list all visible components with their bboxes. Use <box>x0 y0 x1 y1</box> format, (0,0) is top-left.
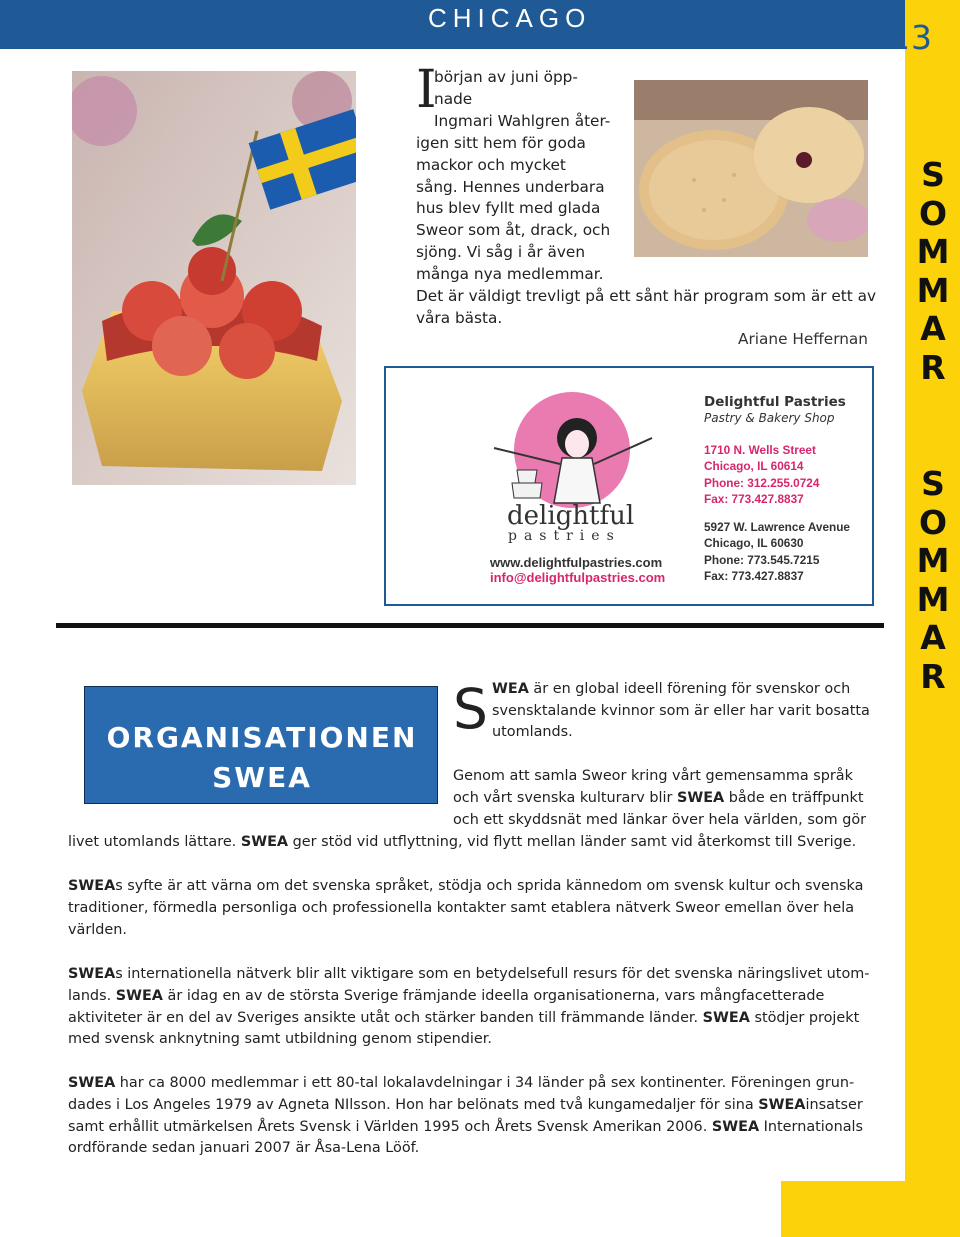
footer-strip <box>781 1181 905 1237</box>
bold-term: SWEA <box>240 834 289 850</box>
bold-term: SWEA <box>758 1096 806 1113</box>
logo-word: delightful <box>507 501 635 531</box>
text: är idag en av de största Sverige främjande ideella organisationerna, vars mångfacetterade aktiviteter är en del av Sveriges ansikte utåt och stärker banden till främmande länder. <box>68 987 825 1026</box>
swea-lead-paragraph <box>492 679 882 744</box>
drop-cap: I <box>416 60 437 120</box>
bold-term: SWEA <box>115 987 163 1004</box>
business-card <box>384 366 874 606</box>
website-link[interactable]: www.delightfulpastries.com <box>490 555 663 570</box>
intro-narrow-text <box>416 60 616 286</box>
text: livet utomlands lättare. <box>68 834 241 850</box>
bold-term: SWEA <box>68 1075 116 1091</box>
letter: R <box>920 656 946 696</box>
letter: S <box>921 155 945 194</box>
text: har ca 8000 medlemmar i ett 80-tal lokalavdelningar i 34 länder på sex kontinenter. Föreningen grun-dades i Los Angeles 1979 av Agneta NIlsson. Hon har belönats med två kungamedaljer för sina <box>68 1075 855 1113</box>
cookies-photo <box>634 80 868 257</box>
text: Internationals ordförande sedan januari 2007 är Åsa-Lena Lööf. <box>68 1118 864 1157</box>
section-divider <box>56 623 884 628</box>
bold-term: SWEA <box>711 1118 760 1135</box>
loc1-line: 1710 N. Wells Street <box>704 443 816 457</box>
vertical-word-2 <box>908 465 958 696</box>
intro-line: mackor och mycket <box>416 155 566 174</box>
intro-line: Sweor som åt, drack, och <box>416 221 611 240</box>
letter: O <box>918 502 948 542</box>
tart-photo <box>72 71 356 485</box>
text: ger stöd vid utflyttning, vid flytt mellan länder samt vid återkomst till Sverige. <box>288 834 857 850</box>
text: stödjer projekt med svensk anknytning samt utbildning genom stipendier. <box>68 1009 860 1048</box>
paragraph-members <box>68 1073 886 1160</box>
loc1-line: Chicago, IL 60614 <box>704 459 804 473</box>
page-number: 13 <box>889 18 933 57</box>
shop-subtitle: Pastry & Bakery Shop <box>704 411 835 425</box>
loc2-line: 5927 W. Lawrence Avenue <box>704 520 850 534</box>
loc2-line: Fax: 773.427.8837 <box>704 569 804 583</box>
paragraph-network <box>68 964 886 1051</box>
header-bar <box>0 0 905 49</box>
intro-line: början av juni öpp- <box>434 68 578 86</box>
logo-word2: pastries <box>508 528 621 544</box>
intro-line: sång. Hennes underbara <box>416 177 605 196</box>
bold-term: SWEA <box>68 878 116 894</box>
intro-wide-text: Det är väldigt trevligt på ett sånt här program som är ett av våra bästa. <box>416 287 877 327</box>
letter: S <box>921 464 945 503</box>
text: s internationella nätverk blir allt viktigare som en betydelsefull resurs för det svenska näringslivet utom-lands. <box>68 966 870 1004</box>
org-title-line2: SWEA <box>212 761 312 794</box>
bold-term: SWEA <box>702 1009 750 1026</box>
org-p2-line2 <box>453 788 893 810</box>
intro-line: hus blev fyllt med glada <box>416 199 601 218</box>
loc2-line: Chicago, IL 60630 <box>704 536 804 550</box>
shop-name: Delightful Pastries <box>704 394 846 410</box>
intro-line: många nya medlemmar. <box>416 265 604 284</box>
bold-term: SWEA <box>676 790 725 806</box>
text: både en träffpunkt <box>724 790 864 806</box>
loc1-line: Phone: 312.255.0724 <box>704 476 820 490</box>
bold-term: SWEA <box>68 966 116 982</box>
text: och vårt svenska kulturarv blir <box>453 790 677 806</box>
org-title-box <box>84 686 438 804</box>
paragraph-purpose <box>68 876 886 941</box>
org-p2-line1: Genom att samla Sweor kring vårt gemensamma språk <box>453 768 853 784</box>
intro-line: sjöng. Vi såg i år även <box>416 243 586 262</box>
letter: O <box>918 193 948 233</box>
org-p2-line4 <box>68 832 898 854</box>
intro-line: nade <box>434 89 473 108</box>
intro-line: igen sitt hem för goda <box>416 133 586 152</box>
text: insatser samt erhållit utmärkelsen Årets Svensk i Världen 1995 och Årets Svensk Amerikan 2006. <box>68 1096 863 1135</box>
page-title: CHICAGO <box>428 3 592 33</box>
email-link[interactable]: info@delightfulpastries.com <box>490 570 666 585</box>
letter: R <box>920 347 946 387</box>
letter: A <box>920 618 946 657</box>
letter: M <box>916 579 950 619</box>
bold-term: WEA <box>492 681 529 697</box>
org-title-line1: ORGANISATIONEN <box>106 721 418 754</box>
drop-cap: S <box>453 677 488 741</box>
text: s syfte är att värna om det svenska språket, stödja och sprida kännedom om svensk kultur och svenska traditioner, förmedla personliga och professionella kontakter samt etablera nätverk Sweor emellan över hela världen. <box>68 878 864 938</box>
author-name: Ariane Heffernan <box>738 330 868 348</box>
loc2-line: Phone: 773.545.7215 <box>704 553 820 567</box>
vertical-word-1 <box>908 156 958 387</box>
letter: A <box>920 309 946 348</box>
pastry-logo-illustration <box>482 388 662 508</box>
letter: M <box>916 270 950 310</box>
intro-line: Ingmari Wahlgren åter- <box>434 111 611 130</box>
loc1-line: Fax: 773.427.8837 <box>704 492 804 506</box>
letter: M <box>916 541 950 580</box>
letter: M <box>916 232 950 271</box>
org-p2-line3: och ett skyddsnät med länkar över hela världen, som gör <box>453 812 867 828</box>
lead-text: är en global ideell förening för svenskor och svensktalande kvinnor som är eller har varit bosatta utomlands. <box>492 681 870 740</box>
